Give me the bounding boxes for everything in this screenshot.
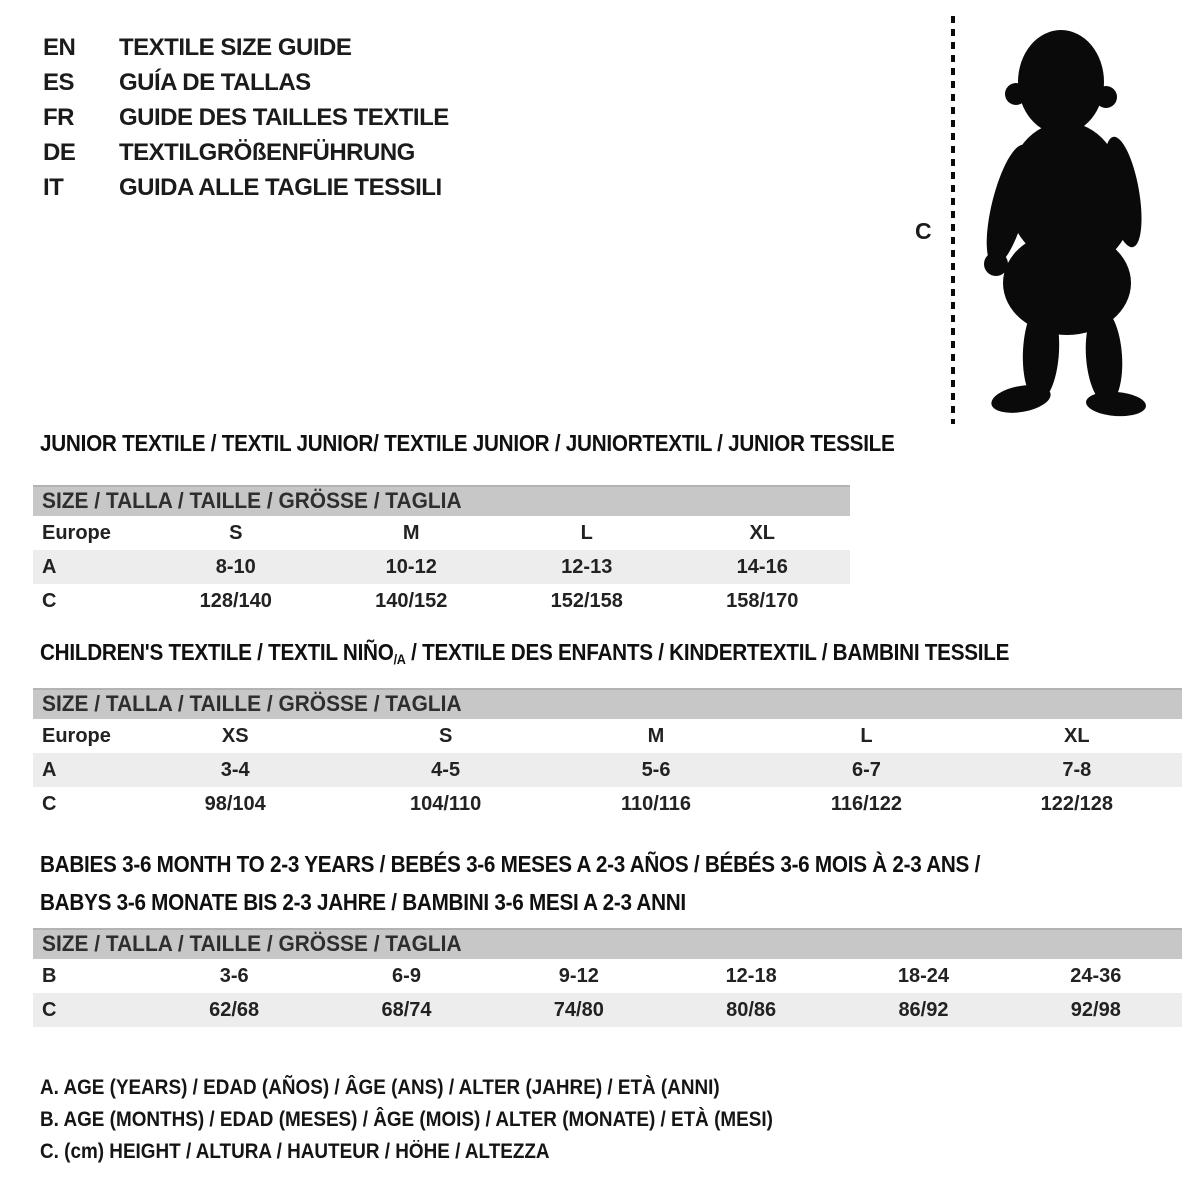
legend-line-b: B. AGE (MONTHS) / EDAD (MESES) / ÂGE (MOIS) / ALTER (MONATE) / ETÀ (MESI) (40, 1108, 773, 1131)
language-row-es (43, 65, 449, 100)
guide-title-fr: GUIDE DES TAILLES TEXTILE (119, 104, 449, 131)
guide-title-es: GUÍA DE TALLAS (119, 69, 311, 96)
size-column: S (229, 522, 243, 544)
size-header-text: SIZE / TALLA / TAILLE / GRÖSSE / TAGLIA (42, 691, 462, 716)
junior-row-height (33, 584, 850, 618)
language-row-en (43, 30, 449, 65)
table-cell: 74/80 (553, 999, 604, 1021)
children-size-table (33, 688, 1182, 821)
size-header-text: SIZE / TALLA / TAILLE / GRÖSSE / TAGLIA (42, 931, 462, 956)
language-code: ES (43, 69, 75, 96)
junior-section-heading (40, 429, 990, 457)
table-cell: 6-9 (392, 965, 421, 987)
size-column: L (860, 725, 873, 747)
region-label: Europe (42, 725, 111, 747)
children-size-header-bar (33, 688, 1182, 719)
table-cell: 14-16 (736, 556, 788, 578)
babies-size-table (33, 928, 1182, 1027)
children-row-age (33, 753, 1182, 787)
table-cell: 6-7 (851, 759, 881, 781)
table-cell: 5-6 (641, 759, 671, 781)
row-label: A (42, 556, 57, 578)
junior-heading-text: JUNIOR TEXTILE / TEXTIL JUNIOR/ TEXTILE JUNIOR / JUNIORTEXTIL / JUNIOR TESSILE (40, 430, 895, 456)
children-heading-pre: CHILDREN'S TEXTILE / TEXTIL NIÑO (40, 639, 394, 665)
babies-section-heading (40, 845, 1085, 921)
language-title-list (43, 30, 449, 205)
row-label: A (42, 759, 57, 781)
language-code: FR (43, 104, 74, 131)
size-header-text: SIZE / TALLA / TAILLE / GRÖSSE / TAGLIA (42, 488, 462, 513)
table-cell: 104/110 (410, 793, 482, 815)
language-row-fr (43, 100, 449, 135)
table-cell: 128/140 (199, 590, 272, 612)
babies-row-height (33, 993, 1182, 1027)
junior-row-age (33, 550, 850, 584)
table-cell: 68/74 (381, 999, 432, 1021)
junior-size-table (33, 485, 850, 618)
babies-size-header-bar (33, 928, 1182, 959)
guide-title-de: TEXTILGRÖßENFÜHRUNG (119, 139, 415, 166)
guide-title-it: GUIDA ALLE TAGLIE TESSILI (119, 174, 442, 201)
table-cell: 110/116 (620, 793, 692, 815)
table-cell: 98/104 (204, 793, 266, 815)
table-cell: 12-13 (561, 556, 613, 578)
table-cell: 116/122 (830, 793, 903, 815)
language-code: IT (43, 174, 64, 201)
guide-title-en: TEXTILE SIZE GUIDE (119, 34, 352, 61)
children-columns-row (33, 719, 1182, 753)
measurement-legend (40, 1072, 854, 1168)
table-cell: 122/128 (1040, 793, 1113, 815)
language-code: EN (43, 34, 76, 61)
babies-heading-line1: BABIES 3-6 MONTH TO 2-3 YEARS / BEBÉS 3-6 MESES A 2-3 AÑOS / BÉBÉS 3-6 MOIS À 2-3 ANS / (40, 851, 981, 877)
table-cell: 12-18 (725, 965, 777, 987)
toddler-silhouette-icon (965, 20, 1183, 422)
children-row-height (33, 787, 1182, 821)
junior-columns-row (33, 516, 850, 550)
region-label: Europe (42, 522, 111, 544)
children-section-heading (40, 638, 1117, 673)
size-column: XL (1064, 725, 1090, 747)
children-heading-text (40, 638, 1009, 673)
table-cell: 158/170 (726, 590, 799, 612)
babies-row-months (33, 959, 1182, 993)
row-label: C (42, 793, 57, 815)
language-row-de (43, 135, 449, 170)
legend-line-a: A. AGE (YEARS) / EDAD (AÑOS) / ÂGE (ANS) / ALTER (JAHRE) / ETÀ (ANNI) (40, 1076, 720, 1099)
table-cell: 4-5 (431, 759, 461, 781)
row-label: C (42, 590, 57, 612)
language-row-it (43, 170, 449, 205)
babies-heading-line2: BABYS 3-6 MONATE BIS 2-3 JAHRE / BAMBINI 3-6 MESI A 2-3 ANNI (40, 889, 686, 915)
table-cell: 18-24 (897, 965, 950, 987)
size-column: M (647, 725, 665, 747)
table-cell: 80/86 (726, 999, 777, 1021)
junior-size-header-bar (33, 485, 850, 516)
language-code: DE (43, 139, 76, 166)
table-cell: 86/92 (898, 999, 949, 1021)
size-column: XS (221, 725, 249, 747)
table-cell: 8-10 (215, 556, 256, 578)
size-column: S (438, 725, 453, 747)
children-heading-sub: /A (393, 651, 406, 667)
row-label: B (42, 965, 57, 987)
height-c-label: C (915, 218, 932, 244)
size-column: M (402, 522, 420, 544)
children-heading-post: / TEXTILE DES ENFANTS / KINDERTEXTIL / BAMBINI TESSILE (405, 639, 1010, 665)
table-cell: 62/68 (209, 999, 260, 1021)
dashed-height-line (949, 16, 957, 424)
row-label: C (42, 999, 57, 1021)
height-measure-figure (905, 12, 1197, 430)
table-cell: 92/98 (1070, 999, 1121, 1021)
table-cell: 152/158 (550, 590, 623, 612)
table-cell: 3-6 (219, 965, 249, 987)
table-cell: 9-12 (558, 965, 599, 987)
size-column: L (580, 522, 593, 544)
table-cell: 24-36 (1070, 965, 1122, 987)
table-cell: 3-4 (220, 759, 250, 781)
size-column: XL (749, 522, 776, 544)
legend-line-c: C. (cm) HEIGHT / ALTURA / HAUTEUR / HÖHE / ALTEZZA (40, 1140, 550, 1163)
table-cell: 7-8 (1062, 759, 1092, 781)
table-cell: 10-12 (385, 556, 437, 578)
table-cell: 140/152 (375, 590, 448, 612)
